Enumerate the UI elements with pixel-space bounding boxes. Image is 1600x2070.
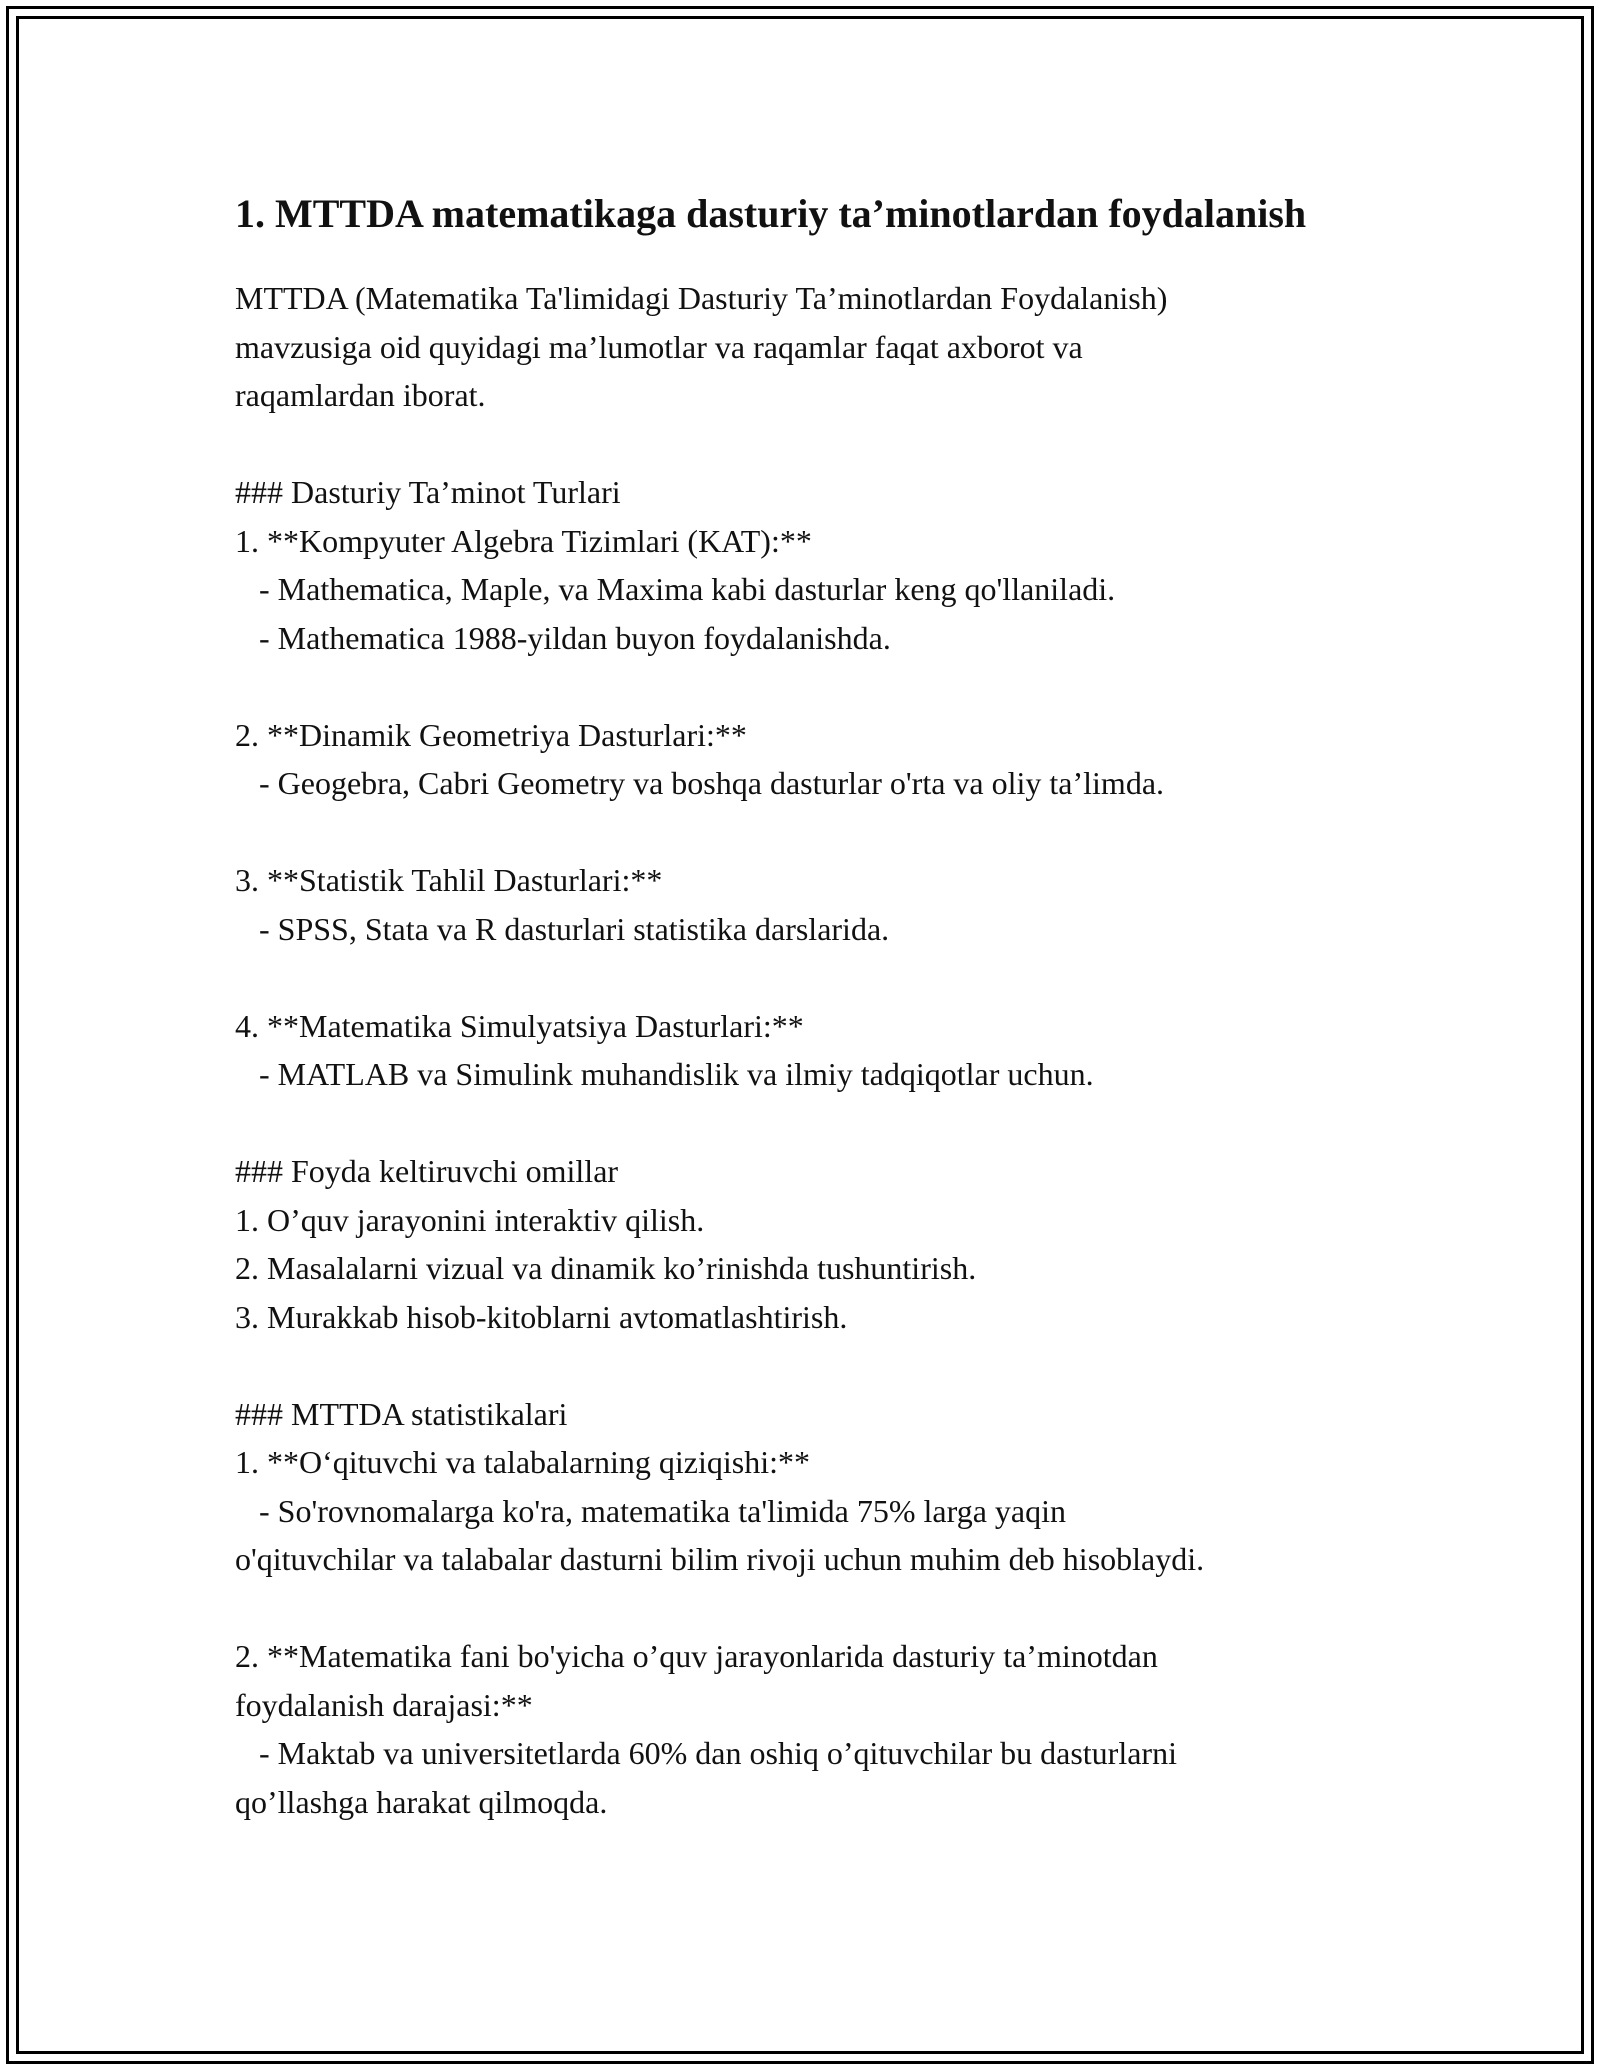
list-subitem: - Mathematica 1988-yildan buyon foydalanishda. — [235, 619, 891, 656]
list-subitem: - MATLAB va Simulink muhandislik va ilmiy tadqiqotlar uchun. — [235, 1056, 1094, 1092]
blank-line — [235, 1584, 1385, 1633]
list-item: 1. **Kompyuter Algebra Tizimlari (KAT):** — [235, 522, 812, 559]
section-heading-statistics: ### MTTDA statistikalari — [235, 1395, 568, 1432]
list-item: 3. **Statistik Tahlil Dasturlari:** — [235, 862, 663, 898]
blank-line — [235, 662, 1385, 711]
blank-line — [235, 1099, 1385, 1148]
list-subitem-continuation: o'qituvchilar va talabalar dasturni bilim rivoji uchun muhim deb hisoblaydi. — [235, 1541, 1205, 1577]
list-item: 2. **Dinamik Geometriya Dasturlari:** — [235, 716, 747, 753]
list-item-continuation: foydalanish darajasi:** — [235, 1686, 533, 1723]
list-item: 2. Masalalarni vizual va dinamik ko’rinishda tushuntirish. — [235, 1250, 977, 1286]
list-subitem: - So'rovnomalarga ko'ra, matematika ta'limida 75% larga yaqin — [235, 1492, 1066, 1529]
blank-line — [235, 808, 1385, 857]
list-item: 4. **Matematika Simulyatsiya Dasturlari:** — [235, 1007, 804, 1044]
intro-line: mavzusiga oid quyidagi ma’lumotlar va raqamlar faqat axborot va — [235, 328, 1083, 365]
blank-line — [235, 420, 1385, 469]
document-heading: 1. MTTDA matematikaga dasturiy ta’minotlardan foydalanish — [235, 191, 1307, 236]
intro-line: raqamlardan iborat. — [235, 377, 486, 413]
list-item: 1. O’quv jarayonini interaktiv qilish. — [235, 1201, 705, 1238]
section-heading-software-types: ### Dasturiy Ta’minot Turlari — [235, 474, 621, 510]
list-subitem: - Maktab va universitetlarda 60% dan oshiq o’qituvchilar bu dasturlarni — [235, 1735, 1177, 1771]
blank-line — [235, 1341, 1385, 1390]
list-subitem: - Mathematica, Maple, va Maxima kabi dasturlar keng qo'llaniladi. — [235, 571, 1116, 607]
intro-line: MTTDA (Matematika Ta'limidagi Dasturiy Ta’minotlardan Foydalanish) — [235, 280, 1168, 316]
document-body — [235, 182, 1385, 1826]
list-item: 1. **O‘qituvchi va talabalarning qiziqishi:** — [235, 1444, 810, 1480]
section-heading-benefits: ### Foyda keltiruvchi omillar — [235, 1153, 619, 1189]
blank-line — [235, 953, 1385, 1002]
list-subitem: - SPSS, Stata va R dasturlari statistika darslarida. — [235, 910, 890, 947]
list-item: 3. Murakkab hisob-kitoblarni avtomatlashtirish. — [235, 1298, 848, 1335]
list-subitem: - Geogebra, Cabri Geometry va boshqa dasturlar o'rta va oliy ta’limda. — [235, 765, 1165, 801]
list-item: 2. **Matematika fani bo'yicha o’quv jarayonlarida dasturiy ta’minotdan — [235, 1638, 1158, 1674]
list-subitem-continuation: qo’llashga harakat qilmoqda. — [235, 1783, 608, 1820]
